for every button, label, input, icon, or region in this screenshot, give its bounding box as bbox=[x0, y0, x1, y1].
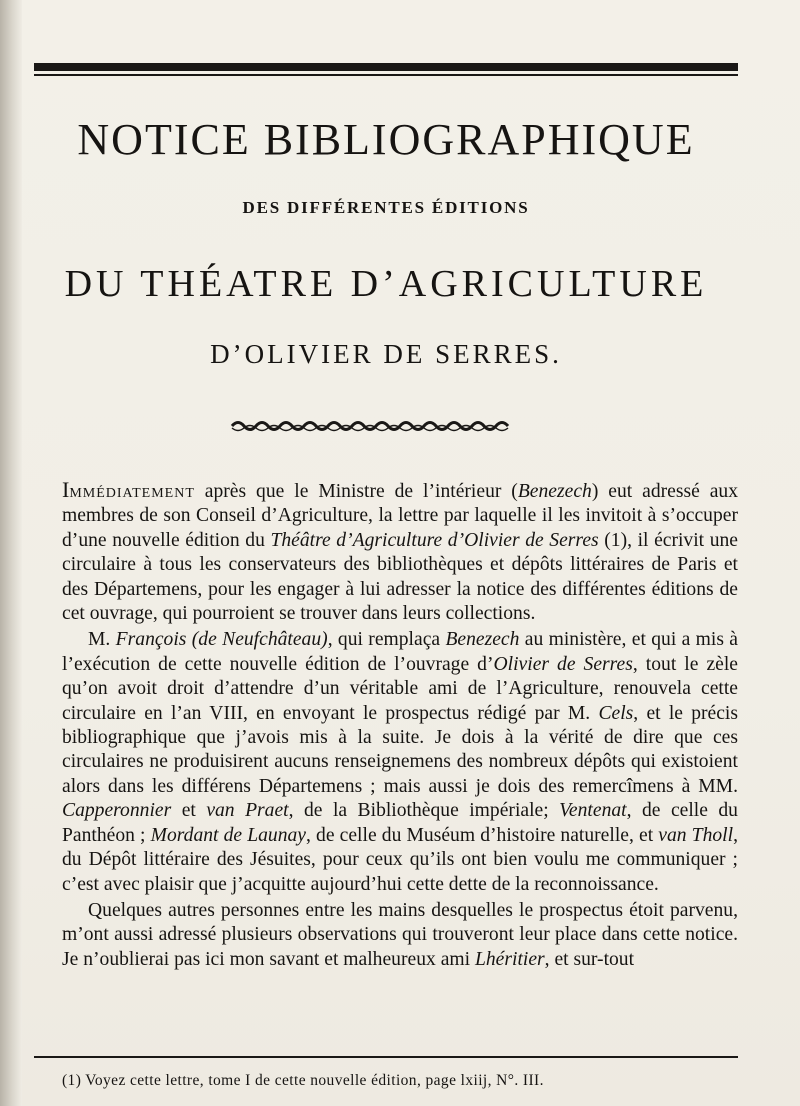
text-run: M. bbox=[88, 629, 116, 651]
text-run: et bbox=[171, 800, 207, 822]
text-run: , tout le zèle qu’on avoit droit d’attendre d’un véritable ami de l’Agriculture, renouvela cette circulaire en l’an VIII, en envoyant le prospectus rédigé par M. bbox=[62, 653, 738, 724]
italic-run: Cels bbox=[598, 702, 634, 724]
top-rule-thin bbox=[34, 74, 738, 76]
text-run: au ministère, et qui a mis à l’exécution de cette nouvelle édition de l’ouvrage d’ bbox=[62, 629, 738, 675]
paragraph-2 bbox=[62, 628, 738, 896]
italic-run: Théâtre d’Agriculture d’Olivier de Serres bbox=[270, 529, 599, 551]
footnote: (1) Voyez cette lettre, tome I de cette nouvelle édition, page lxiij, N°. III. bbox=[62, 1072, 544, 1089]
italic-run: Benezech bbox=[517, 481, 592, 502]
page-gutter-shadow bbox=[0, 0, 22, 1106]
italic-run: van Tholl bbox=[658, 824, 734, 846]
italic-run: Ventenat bbox=[559, 800, 627, 822]
text-run: , et le précis bibliographique que j’avois mis à la suite. Je dois à la vérité de dire que ces circulaires ne produisirent aucuns renseignemens des nombreux dépôts qui existoient alors dans les différens Départemens ; mais aussi je dois des remercîmens à MM. bbox=[62, 702, 738, 797]
lead-initial: I bbox=[62, 477, 70, 502]
author-title: D’OLIVIER DE SERRES. bbox=[210, 339, 562, 369]
italic-run: Capperonnier bbox=[62, 800, 172, 822]
paragraph-1 bbox=[62, 478, 738, 626]
body-text bbox=[62, 478, 738, 972]
text-run: , de la Bibliothèque impériale; bbox=[288, 800, 560, 822]
text-run: , de celle du Panthéon ; bbox=[62, 800, 738, 846]
work-title: DU THÉATRE D’AGRICULTURE bbox=[64, 263, 708, 305]
paragraph-3 bbox=[62, 899, 738, 972]
text-run: Quelques autres personnes entre les mains desquelles le prospectus étoit parvenu, m’ont aussi adressé plusieurs observations qui trouveront leur place dans cette notice. Je n’oublierai pas ici mon savant et malheureux ami bbox=[62, 899, 738, 970]
text-run: après que le Ministre de l’intérieur ( bbox=[194, 481, 518, 502]
top-rule-thick bbox=[34, 63, 738, 71]
footnote-rule bbox=[34, 1056, 738, 1058]
text-run: , et sur-tout bbox=[544, 948, 635, 970]
italic-run: Benezech bbox=[445, 629, 520, 651]
italic-run: Lhéritier bbox=[474, 948, 545, 970]
italic-run: Olivier de Serres bbox=[493, 653, 633, 675]
italic-run: François (de Neufchâteau) bbox=[115, 629, 328, 651]
italic-run: van Praet bbox=[206, 800, 289, 822]
italic-run: Mordant de Launay bbox=[150, 824, 307, 846]
ornamental-divider-icon bbox=[230, 417, 512, 435]
text-run: , qui remplaça bbox=[327, 629, 446, 651]
text-run: , du Dépôt littéraire des Jésuites, pour ceux qu’ils ont bien voulu me communiquer ; c’est avec plaisir que j’acquitte aujourd’hui cette dette de la reconnoissance. bbox=[62, 824, 738, 895]
text-run: ) eut adressé aux membres de son Conseil d’Agriculture, la lettre par laquelle il les invitoit à s’occuper d’une nouvelle édition du bbox=[62, 481, 738, 551]
page-title: NOTICE BIBLIOGRAPHIQUE bbox=[77, 115, 695, 164]
text-run: (1), il écrivit une circulaire à tous les conservateurs des bibliothèques et dépôts littéraires de Paris et des Départemens, pour les engager à lui adresser la notice des différentes éditions de cet ouvrage, qui pourroient se trouver dans leurs collections. bbox=[62, 529, 738, 625]
lead-word-rest: mmédiatement bbox=[69, 481, 195, 502]
text-run: , de celle du Muséum d’histoire naturelle, et bbox=[306, 824, 659, 846]
page-subtitle: DES DIFFÉRENTES ÉDITIONS bbox=[242, 198, 530, 217]
